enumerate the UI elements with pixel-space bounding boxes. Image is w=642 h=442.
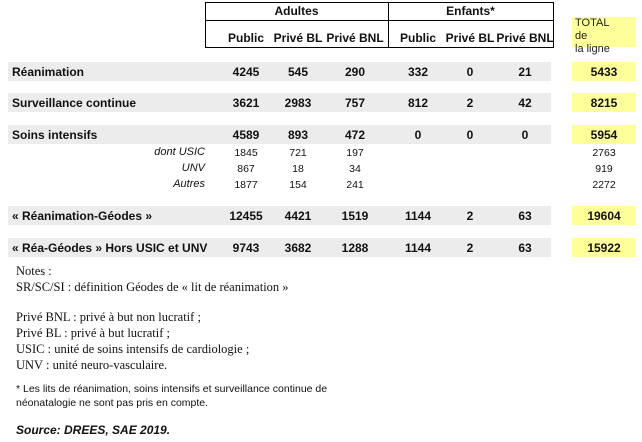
row-label-reanimation: Réanimation [12, 65, 85, 79]
subcell-unv-prive-bnl: 34 [349, 163, 361, 175]
cell-surveillance-enfants-public: 812 [407, 96, 429, 110]
cell-rea-geodes-enfants-prive-bnl: 63 [518, 209, 532, 223]
cell-reanimation-enfants-prive-bnl: 21 [518, 65, 532, 79]
subcell-usic-prive-bl: 721 [289, 147, 307, 159]
total-soins-intensifs: 5954 [590, 128, 618, 142]
cell-hors-enfants-public: 1144 [404, 241, 432, 255]
cell-hors-adultes-public: 9743 [232, 241, 260, 255]
total-header-line1: TOTAL de [575, 17, 610, 42]
note-prive-bl: Privé BL : privé à but lucratif ; [16, 326, 171, 340]
cell-reanimation-enfants-prive-bl: 0 [466, 65, 474, 79]
col-adultes-public: Public [227, 31, 264, 45]
cell-rea-geodes-adultes-prive-bl: 4421 [284, 209, 312, 223]
cell-rea-geodes-adultes-public: 12455 [229, 209, 263, 223]
cell-reanimation-adultes-prive-bnl: 290 [344, 65, 366, 79]
subcell-autres-prive-bnl: 241 [346, 179, 364, 191]
col-enfants-prive-bl: Privé BL [445, 31, 495, 45]
total-rea-geodes-hors: 15922 [587, 241, 621, 255]
cell-soins-adultes-prive-bnl: 472 [344, 128, 366, 142]
source-text: Source: DREES, SAE 2019. [16, 423, 171, 437]
row-label-rea-geodes: « Réanimation-Géodes » [12, 209, 153, 223]
col-enfants-prive-bnl: Privé BNL [496, 31, 554, 45]
note-prive-bnl: Privé BNL : privé à but non lucratif ; [16, 310, 201, 324]
group-enfants: Enfants* [446, 4, 495, 18]
note-usic: USIC : unité de soins intensifs de cardiologie ; [16, 342, 250, 356]
subcell-autres-public: 1877 [234, 179, 258, 191]
cell-reanimation-enfants-public: 332 [407, 65, 429, 79]
cell-reanimation-adultes-prive-bl: 545 [287, 65, 309, 79]
col-adultes-prive-bl: Privé BL [273, 31, 323, 45]
total-rea-geodes: 19604 [587, 209, 621, 223]
cell-surveillance-adultes-prive-bnl: 757 [344, 96, 366, 110]
cell-soins-adultes-prive-bl: 893 [287, 128, 309, 142]
cell-hors-enfants-prive-bl: 2 [466, 241, 474, 255]
subrow-label-autres: Autres [173, 178, 205, 190]
total-header-line2: la ligne [575, 43, 610, 55]
subcell-usic-prive-bnl: 197 [346, 147, 364, 159]
cell-reanimation-adultes-public: 4245 [232, 65, 260, 79]
row-label-surveillance: Surveillance continue [12, 96, 137, 110]
row-label-rea-geodes-hors: « Réa-Géodes » Hors USIC et UNV [12, 241, 208, 255]
cell-surveillance-adultes-public: 3621 [232, 96, 260, 110]
note-definition: SR/SC/SI : définition Géodes de « lit de réanimation » [16, 280, 289, 294]
note-unv: UNV : unité neuro-vasculaire. [16, 358, 168, 372]
footnote-line1: * Les lits de réanimation, soins intensifs et surveillance continue de [16, 383, 328, 395]
total-header [572, 17, 636, 55]
cell-rea-geodes-adultes-prive-bnl: 1519 [341, 209, 369, 223]
cell-surveillance-adultes-prive-bl: 2983 [284, 96, 312, 110]
cell-surveillance-enfants-prive-bnl: 42 [518, 96, 532, 110]
subtotal-unv: 919 [595, 163, 613, 175]
subcell-unv-prive-bl: 18 [292, 163, 304, 175]
subrow-label-usic: dont USIC [154, 146, 205, 158]
notes-heading: Notes : [16, 264, 52, 278]
subcell-autres-prive-bl: 154 [289, 179, 307, 191]
cell-rea-geodes-enfants-prive-bl: 2 [466, 209, 474, 223]
cell-soins-adultes-public: 4589 [232, 128, 260, 142]
cell-hors-enfants-prive-bnl: 63 [518, 241, 532, 255]
total-surveillance: 8215 [590, 96, 618, 110]
cell-surveillance-enfants-prive-bl: 2 [466, 96, 474, 110]
subcell-unv-public: 867 [237, 163, 255, 175]
cell-rea-geodes-enfants-public: 1144 [404, 209, 432, 223]
cell-soins-enfants-public: 0 [414, 128, 422, 142]
subrow-label-unv: UNV [181, 162, 205, 174]
col-adultes-prive-bnl: Privé BNL [326, 31, 384, 45]
cell-hors-adultes-prive-bl: 3682 [284, 241, 312, 255]
subtotal-usic: 2763 [592, 147, 616, 159]
col-enfants-public: Public [399, 31, 436, 45]
subtotal-autres: 2272 [592, 179, 616, 191]
adultes-divider [205, 20, 388, 21]
cell-soins-enfants-prive-bl: 0 [466, 128, 474, 142]
enfants-divider [388, 20, 553, 21]
footnote-line2: néonatalogie ne sont pas pris en compte. [16, 397, 209, 409]
subcell-usic-public: 1845 [234, 147, 258, 159]
cell-hors-adultes-prive-bnl: 1288 [341, 241, 369, 255]
total-reanimation: 5433 [590, 65, 618, 79]
cell-soins-enfants-prive-bnl: 0 [521, 128, 529, 142]
group-adultes: Adultes [274, 4, 319, 18]
row-label-soins-intensifs: Soins intensifs [12, 128, 98, 142]
